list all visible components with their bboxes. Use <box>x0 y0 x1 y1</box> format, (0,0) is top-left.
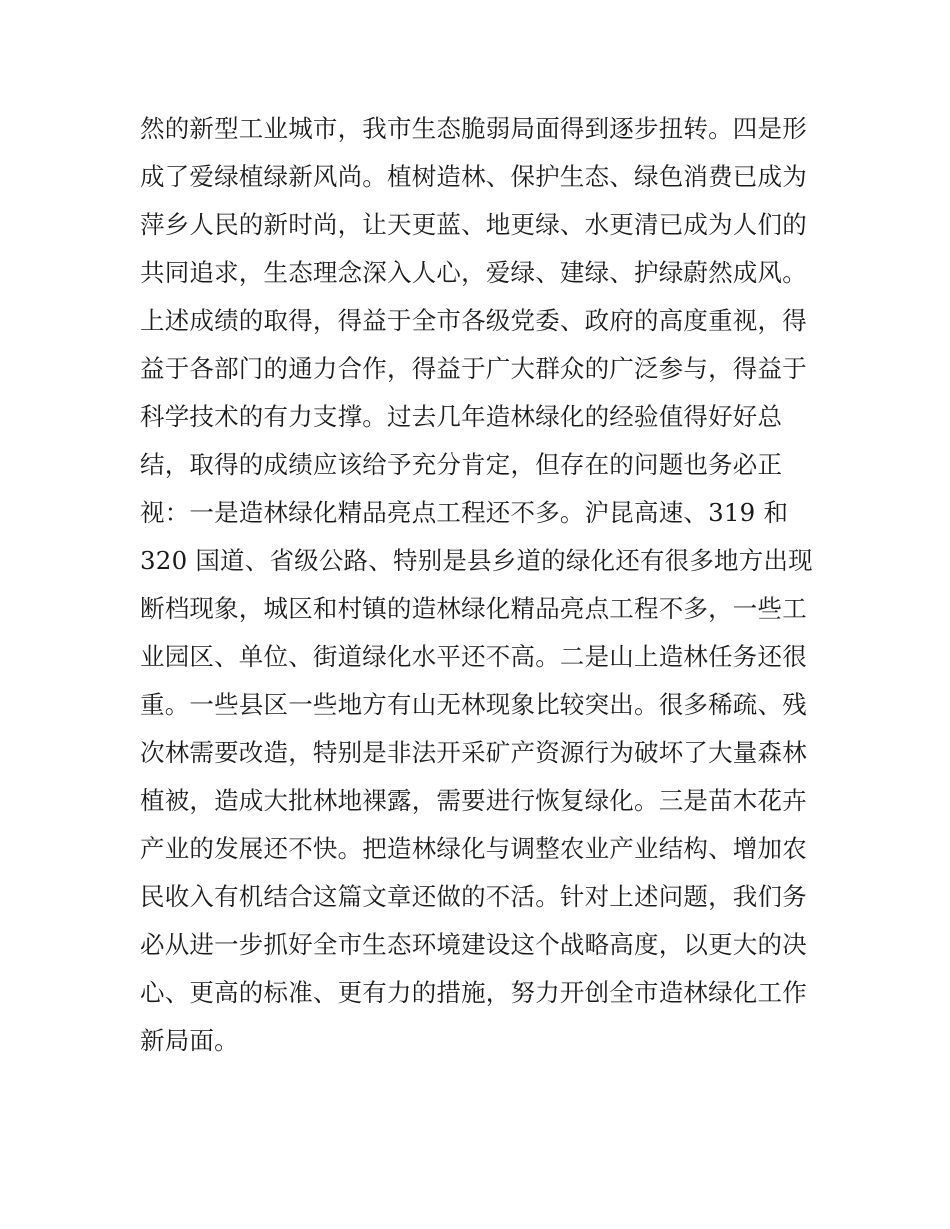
text-line-14: 次林需要改造，特别是非法开采矿产资源行为破坏了大量森林 <box>140 738 807 767</box>
text-line-5: 上述成绩的取得，得益于全市各级党委、政府的高度重视，得 <box>140 306 807 335</box>
text-line-2: 成了爱绿植绿新风尚。植树造林、保护生态、绿色消费已成为 <box>140 162 807 191</box>
text-line-11: 断档现象，城区和村镇的造林绿化精品亮点工程不多，一些工 <box>140 594 807 623</box>
text-line-4: 共同追求，生态理念深入人心，爱绿、建绿、护绿蔚然成风。 <box>140 258 807 287</box>
text-line-13: 重。一些县区一些地方有山无林现象比较突出。很多稀疏、残 <box>140 690 807 719</box>
text-line-15: 植被，造成大批林地裸露，需要进行恢复绿化。三是苗木花卉 <box>140 786 807 815</box>
text-line-8: 结，取得的成绩应该给予充分肯定，但存在的问题也务必正 <box>140 450 783 479</box>
text-line-6: 益于各部门的通力合作，得益于广大群众的广泛参与，得益于 <box>140 354 807 383</box>
text-line-20: 新局面。 <box>140 1026 239 1055</box>
body-paragraph <box>140 105 830 1065</box>
text-line-16: 产业的发展还不快。把造林绿化与调整农业产业结构、增加农 <box>140 834 807 863</box>
text-line-9: 视：一是造林绿化精品亮点工程还不多。沪昆高速、319 和 <box>140 498 789 527</box>
text-line-18: 必从进一步抓好全市生态环境建设这个战略高度，以更大的决 <box>140 930 807 959</box>
text-line-3: 萍乡人民的新时尚，让天更蓝、地更绿、水更清已成为人们的 <box>140 210 807 239</box>
text-line-19: 心、更高的标准、更有力的措施，努力开创全市造林绿化工作 <box>140 978 807 1007</box>
text-line-10: 320 国道、省级公路、特别是县乡道的绿化还有很多地方出现 <box>140 546 813 575</box>
text-line-1: 然的新型工业城市，我市生态脆弱局面得到逐步扭转。四是形 <box>140 114 807 143</box>
text-line-12: 业园区、单位、街道绿化水平还不高。二是山上造林任务还很 <box>140 642 807 671</box>
text-line-17: 民收入有机结合这篇文章还做的不活。针对上述问题，我们务 <box>140 882 807 911</box>
text-line-7: 科学技术的有力支撑。过去几年造林绿化的经验值得好好总 <box>140 402 783 431</box>
